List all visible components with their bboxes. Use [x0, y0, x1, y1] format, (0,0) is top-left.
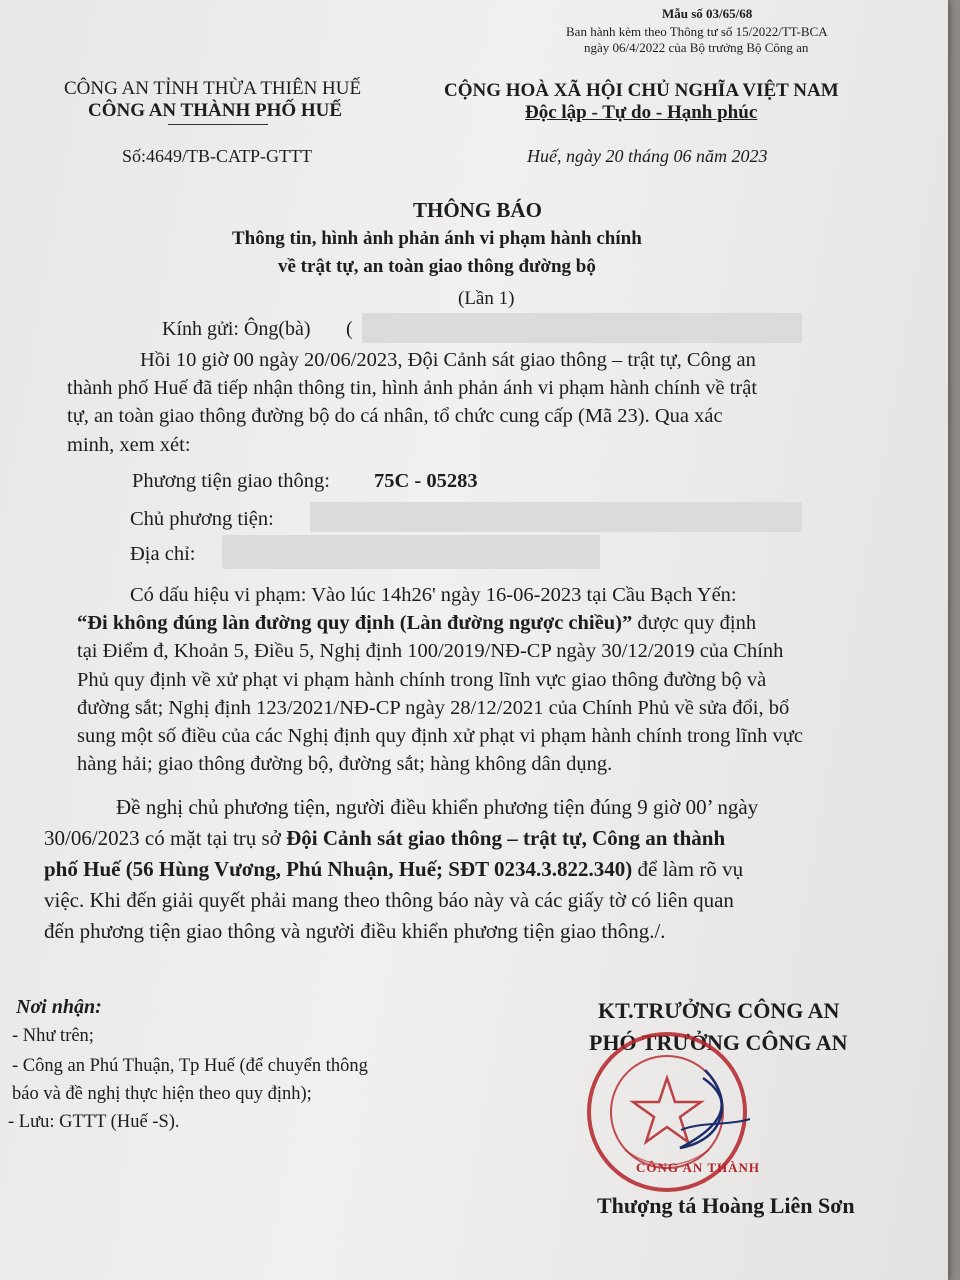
intro-line: tự, an toàn giao thông đường bộ do cá nhân, tổ chức cung cấp (Mã 23). Qua xác — [67, 405, 723, 428]
agency-name: CÔNG AN THÀNH PHỐ HUẾ — [88, 100, 343, 121]
receiver-item: - Lưu: GTTT (Huế -S). — [8, 1112, 180, 1132]
request-paragraph — [44, 792, 924, 947]
request-line-3: phố Huế (56 Hùng Vương, Phú Nhuận, Huế; SĐT 0234.3.822.340) để làm rõ vụ — [44, 857, 744, 881]
vehicle-plate: 75C - 05283 — [374, 470, 478, 492]
request-line-2: 30/06/2023 có mặt tại trụ sở Đội Cảnh sát giao thông – trật tự, Công an thành — [44, 826, 726, 850]
receiver-item: báo và đề nghị thực hiện theo quy định); — [12, 1084, 312, 1104]
signer-role-1: KT.TRƯỞNG CÔNG AN — [598, 998, 840, 1023]
office-address: phố Huế (56 Hùng Vương, Phú Nhuận, Huế; SĐT 0234.3.822.340) — [44, 857, 633, 881]
owner-label: Chủ phương tiện: — [130, 508, 274, 530]
document-title: THÔNG BÁO — [413, 198, 542, 222]
document-subtitle-1: Thông tin, hình ảnh phản ánh vi phạm hành chính — [232, 228, 642, 249]
address-label: Địa chỉ: — [130, 543, 196, 565]
redacted-address — [222, 535, 600, 569]
signer-role-2: PHÓ TRƯỞNG CÔNG AN — [589, 1030, 848, 1055]
receiver-item: - Công an Phú Thuận, Tp Huế (để chuyển thông — [12, 1056, 368, 1076]
recipient-label: Kính gửi: Ông(bà) — [162, 318, 311, 340]
receivers-title: Nơi nhận: — [16, 996, 102, 1018]
document-number: Số:4649/TB-CATP-GTTT — [122, 146, 313, 166]
office-name: Đội Cảnh sát giao thông – trật tự, Công an thành — [286, 826, 726, 850]
intro-line: minh, xem xét: — [67, 433, 191, 456]
document-date: Huế, ngày 20 tháng 06 năm 2023 — [527, 146, 768, 166]
request-line: việc. Khi đến giải quyết phải mang theo thông báo này và các giấy tờ có liên quan — [44, 888, 734, 912]
nation-motto: Độc lập - Tự do - Hạnh phúc — [525, 102, 758, 123]
request-line: đến phương tiện giao thông và người điều khiển phương tiện giao thông./. — [44, 919, 666, 943]
receiver-item: - Như trên; — [12, 1026, 94, 1046]
violation-line: hàng hải; giao thông đường bộ, đường sắt; hàng không dân dụng. — [77, 753, 613, 776]
intro-paragraph — [67, 346, 907, 459]
intro-line: Hồi 10 giờ 00 ngày 20/06/2023, Đội Cảnh sát giao thông – trật tự, Công an — [140, 349, 756, 371]
violation-description: “Đi không đúng làn đường quy định (Làn đường ngược chiều)” — [77, 612, 633, 635]
intro-line: thành phố Huế đã tiếp nhận thông tin, hình ảnh phản ánh vi phạm hành chính về trật — [67, 377, 758, 400]
request-line: Đề nghị chủ phương tiện, người điều khiển phương tiện đúng 9 giờ 00’ ngày — [116, 795, 759, 819]
violation-line: tại Điểm đ, Khoản 5, Điều 5, Nghị định 100/2019/NĐ-CP ngày 30/12/2019 của Chính — [77, 640, 784, 663]
nation-name: CỘNG HOÀ XÃ HỘI CHỦ NGHĨA VIỆT NAM — [444, 80, 839, 101]
violation-line: đường sắt; Nghị định 123/2021/NĐ-CP ngày 28/12/2021 của Chính Phủ về sửa đổi, bổ — [77, 696, 790, 719]
redacted-recipient-name — [362, 313, 802, 343]
violation-line: Phủ quy định về xử phạt vi phạm hành chính trong lĩnh vực giao thông đường bộ và — [77, 668, 767, 691]
violation-line-2: “Đi không đúng làn đường quy định (Làn đường ngược chiều)” được quy định — [77, 612, 757, 635]
vehicle-label: Phương tiện giao thông: — [132, 470, 330, 492]
violation-line: sung một số điều của các Nghị định quy định xử phạt vi phạm hành chính trong lĩnh vực — [77, 725, 803, 748]
form-code: Mẫu số 03/65/68 — [662, 6, 753, 21]
notice-count: (Lần 1) — [458, 288, 515, 309]
form-issued-line2: ngày 06/4/2022 của Bộ trưởng Bộ Công an — [584, 40, 809, 55]
document-subtitle-2: về trật tự, an toàn giao thông đường bộ — [278, 256, 596, 277]
signer-name: Thượng tá Hoàng Liên Sơn — [597, 1193, 855, 1218]
agency-underline — [168, 124, 268, 125]
redacted-owner-name — [310, 502, 802, 532]
agency-parent: CÔNG AN TỈNH THỪA THIÊN HUẾ — [64, 78, 362, 99]
violation-paragraph — [77, 581, 907, 778]
violation-line: Có dấu hiệu vi phạm: Vào lúc 14h26' ngày 16-06-2023 tại Cầu Bạch Yến: — [130, 584, 737, 606]
seal-text: CÔNG AN THÀNH — [636, 1160, 760, 1175]
form-issued-line1: Ban hành kèm theo Thông tư số 15/2022/TT-BCA — [566, 24, 828, 39]
recipient-name-fragment: ( — [346, 318, 353, 340]
